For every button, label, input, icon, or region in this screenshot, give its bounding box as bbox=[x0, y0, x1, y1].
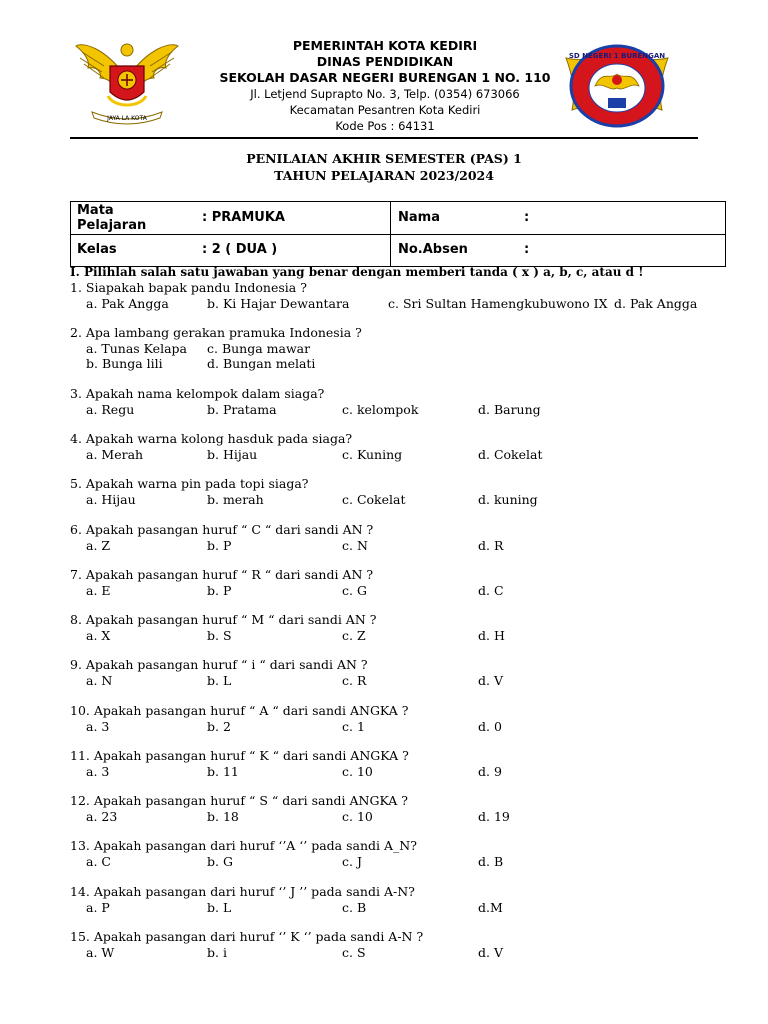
option-d[interactable]: d. 19 bbox=[478, 808, 510, 824]
question-item bbox=[70, 567, 730, 598]
letterhead-text bbox=[200, 38, 570, 134]
option-a[interactable]: a. 23 bbox=[86, 808, 118, 824]
school-badge-logo bbox=[558, 40, 676, 132]
option-d[interactable]: d.M bbox=[478, 899, 503, 915]
class-label: Kelas bbox=[77, 242, 117, 257]
question-text: 13. Apakah pasangan dari huruf ‘’A ‘’ pada sandi A_N? bbox=[70, 838, 417, 853]
question-text: 4. Apakah warna kolong hasduk pada siaga? bbox=[70, 431, 353, 446]
student-identity-table bbox=[70, 201, 726, 267]
question-item bbox=[70, 793, 730, 824]
option-d[interactable]: d. kuning bbox=[478, 491, 538, 507]
subject-label: Mata Pelajaran bbox=[77, 203, 147, 233]
option-c[interactable]: c. Cokelat bbox=[342, 491, 406, 507]
option-a[interactable]: a. N bbox=[86, 672, 113, 688]
option-d[interactable]: d. 0 bbox=[478, 718, 502, 734]
option-b[interactable]: b. Ki Hajar Dewantara bbox=[207, 295, 350, 311]
option-b[interactable]: b. 18 bbox=[207, 808, 239, 824]
option-c[interactable]: c. kelompok bbox=[342, 401, 419, 417]
question-text: 15. Apakah pasangan dari huruf ‘’ K ‘’ pada sandi A-N ? bbox=[70, 929, 424, 944]
option-a[interactable]: a. Tunas Kelapa bbox=[86, 340, 187, 356]
option-a[interactable]: a. Merah bbox=[86, 446, 144, 462]
option-c[interactable]: c. B bbox=[342, 899, 367, 915]
question-text: 7. Apakah pasangan huruf “ R “ dari sandi AN ? bbox=[70, 567, 374, 582]
government-name: PEMERINTAH KOTA KEDIRI bbox=[292, 38, 478, 53]
option-d[interactable]: d. 9 bbox=[478, 763, 502, 779]
option-c[interactable]: c. G bbox=[342, 582, 367, 598]
option-a[interactable]: a. Pak Angga bbox=[86, 295, 169, 311]
class-value: : 2 ( DUA ) bbox=[202, 242, 278, 257]
question-text: 10. Apakah pasangan huruf “ A “ dari sandi ANGKA ? bbox=[70, 703, 409, 718]
question-item bbox=[70, 612, 730, 643]
option-b[interactable]: b. P bbox=[207, 537, 232, 553]
option-d[interactable]: d. V bbox=[478, 672, 503, 688]
question-item bbox=[70, 431, 730, 462]
absen-field[interactable]: : bbox=[524, 242, 530, 257]
question-item bbox=[70, 884, 730, 915]
name-field[interactable]: : bbox=[524, 210, 530, 225]
exam-title bbox=[0, 150, 768, 184]
option-c[interactable]: c. Kuning bbox=[342, 446, 403, 462]
section-instruction: I. Pilihlah salah satu jawaban yang benar dengan memberi tanda ( x ) a, b, c, atau d ! bbox=[70, 265, 644, 279]
option-d[interactable]: d. Pak Angga bbox=[614, 295, 698, 311]
option-d[interactable]: d. Barung bbox=[478, 401, 541, 417]
question-text: 14. Apakah pasangan dari huruf ‘’ J ’’ pada sandi A-N? bbox=[70, 884, 415, 899]
option-b[interactable]: b. S bbox=[207, 627, 232, 643]
question-item bbox=[70, 386, 730, 417]
option-d[interactable]: d. Cokelat bbox=[478, 446, 543, 462]
question-text: 8. Apakah pasangan huruf “ M “ dari sandi AN ? bbox=[70, 612, 377, 627]
question-item bbox=[70, 522, 730, 553]
option-a[interactable]: a. E bbox=[86, 582, 111, 598]
question-item bbox=[70, 280, 730, 311]
exam-title-line-2: TAHUN PELAJARAN 2023/2024 bbox=[274, 168, 494, 183]
subject-value: : PRAMUKA bbox=[202, 210, 285, 225]
option-a[interactable]: a. Regu bbox=[86, 401, 135, 417]
option-d[interactable]: d. V bbox=[478, 944, 503, 960]
option-a[interactable]: a. 3 bbox=[86, 718, 110, 734]
option-d[interactable]: d. R bbox=[478, 537, 504, 553]
question-text: 5. Apakah warna pin pada topi siaga? bbox=[70, 476, 309, 491]
question-text: 3. Apakah nama kelompok dalam siaga? bbox=[70, 386, 325, 401]
option-a[interactable]: a. 3 bbox=[86, 763, 110, 779]
option-a[interactable]: a. C bbox=[86, 853, 111, 869]
option-b[interactable]: b. G bbox=[207, 853, 233, 869]
option-c[interactable]: c. N bbox=[342, 537, 368, 553]
question-item bbox=[70, 476, 730, 507]
question-item bbox=[70, 657, 730, 688]
option-c[interactable]: c. S bbox=[342, 944, 366, 960]
city-emblem-logo bbox=[74, 36, 180, 126]
question-text: 11. Apakah pasangan huruf “ K “ dari sandi ANGKA ? bbox=[70, 748, 409, 763]
question-text: 12. Apakah pasangan huruf “ S “ dari sandi ANGKA ? bbox=[70, 793, 409, 808]
option-c[interactable]: c. J bbox=[342, 853, 362, 869]
badge-ring-text: SD NEGERI 1 BURENGAN bbox=[568, 52, 666, 60]
option-d[interactable]: d. C bbox=[478, 582, 504, 598]
question-text: 2. Apa lambang gerakan pramuka Indonesia ? bbox=[70, 325, 362, 340]
school-postcode: Kode Pos : 64131 bbox=[335, 119, 435, 133]
school-name: SEKOLAH DASAR NEGERI BURENGAN 1 NO. 110 bbox=[219, 70, 551, 85]
option-b[interactable]: b. Pratama bbox=[207, 401, 277, 417]
question-text: 1. Siapakah bapak pandu Indonesia ? bbox=[70, 280, 307, 295]
option-c[interactable]: c. 10 bbox=[342, 763, 373, 779]
option-c[interactable]: c. R bbox=[342, 672, 367, 688]
name-label: Nama bbox=[398, 210, 440, 225]
option-a[interactable]: a. X bbox=[86, 627, 111, 643]
option-a[interactable]: a. Z bbox=[86, 537, 111, 553]
option-d[interactable]: d. B bbox=[478, 853, 504, 869]
question-item bbox=[70, 325, 730, 372]
school-address: Jl. Letjend Suprapto No. 3, Telp. (0354) 673066 bbox=[250, 87, 520, 101]
absen-label: No.Absen bbox=[398, 242, 468, 257]
option-c[interactable]: c. Sri Sultan Hamengkubuwono IX bbox=[388, 295, 608, 311]
option-c[interactable]: c. 10 bbox=[342, 808, 373, 824]
option-c[interactable]: c. 1 bbox=[342, 718, 365, 734]
option-a[interactable]: a. Hijau bbox=[86, 491, 136, 507]
emblem-motto-text: JAYA LA KOTA bbox=[107, 115, 147, 122]
letterhead-divider bbox=[70, 137, 698, 139]
option-b[interactable]: b. L bbox=[207, 899, 232, 915]
question-item bbox=[70, 748, 730, 779]
option-b[interactable]: b. 11 bbox=[207, 763, 239, 779]
question-text: 9. Apakah pasangan huruf “ i “ dari sandi AN ? bbox=[70, 657, 368, 672]
option-b[interactable]: b. i bbox=[207, 944, 227, 960]
letterhead bbox=[0, 0, 768, 142]
option-b[interactable]: b. 2 bbox=[207, 718, 231, 734]
option-b[interactable]: b. Hijau bbox=[207, 446, 258, 462]
exam-title-line-1: PENILAIAN AKHIR SEMESTER (PAS) 1 bbox=[246, 151, 522, 166]
option-b[interactable]: b. Bunga lili bbox=[86, 356, 163, 371]
option-a[interactable]: a. P bbox=[86, 899, 110, 915]
option-c[interactable]: c. Bunga mawar bbox=[207, 340, 311, 356]
question-text: 6. Apakah pasangan huruf “ C “ dari sandi AN ? bbox=[70, 522, 374, 537]
option-d[interactable]: d. H bbox=[478, 627, 505, 643]
option-b[interactable]: b. P bbox=[207, 582, 232, 598]
option-d[interactable]: d. Bungan melati bbox=[207, 356, 316, 371]
option-b[interactable]: b. merah bbox=[207, 491, 264, 507]
option-a[interactable]: a. W bbox=[86, 944, 115, 960]
option-b[interactable]: b. L bbox=[207, 672, 232, 688]
question-item bbox=[70, 703, 730, 734]
option-c[interactable]: c. Z bbox=[342, 627, 366, 643]
question-item bbox=[70, 838, 730, 869]
school-district: Kecamatan Pesantren Kota Kediri bbox=[289, 103, 481, 117]
question-item bbox=[70, 929, 730, 960]
department-name: DINAS PENDIDIKAN bbox=[316, 54, 454, 69]
